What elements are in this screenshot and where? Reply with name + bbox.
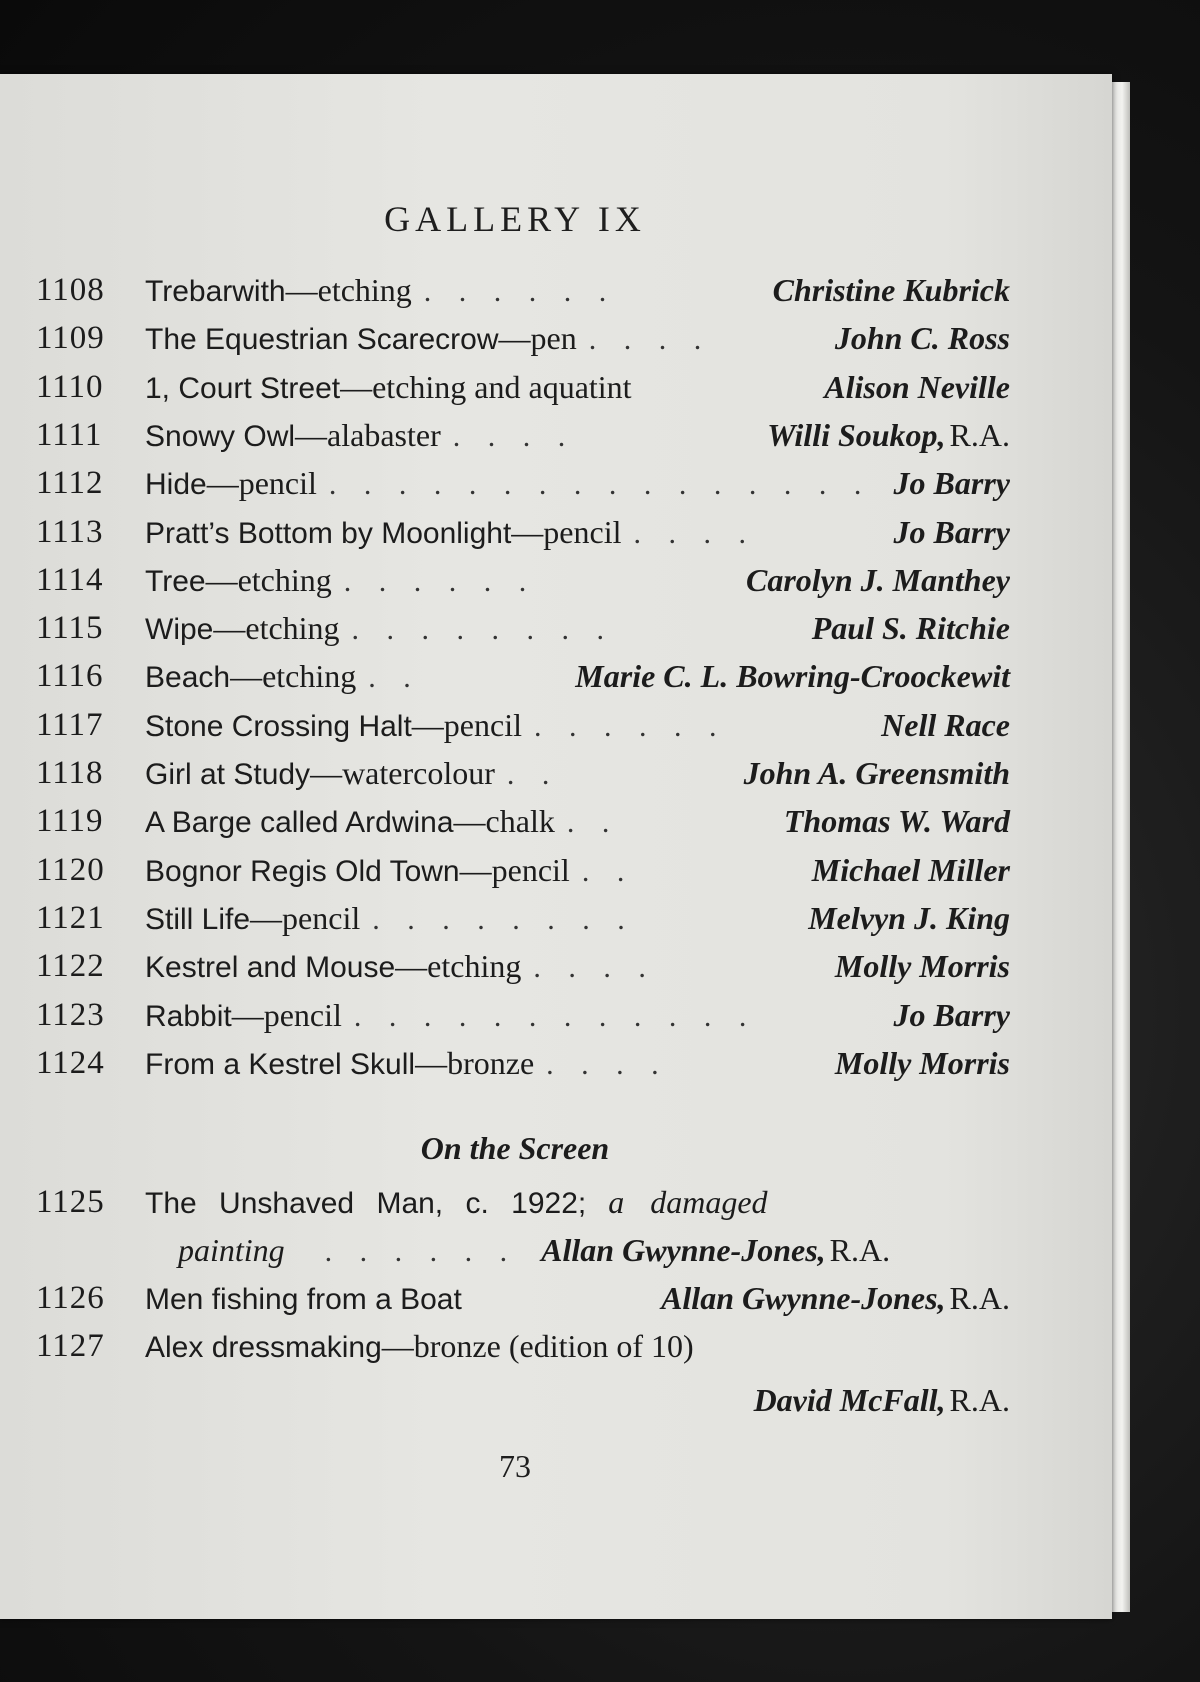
entry-title: Rabbit bbox=[145, 999, 232, 1033]
entry-medium: —etching bbox=[285, 272, 412, 308]
entry-line bbox=[145, 997, 1010, 1041]
entry-artist: Michael Miller bbox=[811, 851, 1010, 888]
entry-line bbox=[145, 1382, 1010, 1426]
entry-artist: Christine Kubrick bbox=[772, 272, 1010, 308]
entry-medium: —chalk bbox=[453, 803, 555, 840]
entry-number: 1122 bbox=[36, 948, 105, 985]
list-item bbox=[0, 562, 1010, 606]
entry-artist: Thomas W. Ward bbox=[783, 803, 1010, 840]
dot-leader: . . . . . . . . bbox=[372, 902, 635, 936]
entry-line bbox=[145, 465, 1010, 509]
entry-artist: Molly Morris bbox=[834, 948, 1010, 985]
list-item bbox=[0, 417, 1010, 461]
dot-leader: . . . . bbox=[546, 1047, 669, 1081]
entry-title: Kestrel and Mouse bbox=[145, 951, 396, 985]
entry-artist: Molly Morris bbox=[834, 1044, 1010, 1081]
entry-line bbox=[145, 610, 1010, 654]
list-item bbox=[0, 1328, 1010, 1372]
entry-line bbox=[178, 1232, 1010, 1276]
entry-title: From a Kestrel Skull bbox=[145, 1047, 416, 1081]
gallery-heading: GALLERY IX bbox=[384, 199, 646, 239]
entry-number: 1127 bbox=[36, 1328, 105, 1364]
entry-medium: —etching and aquatint bbox=[340, 368, 632, 405]
list-item bbox=[0, 514, 1010, 558]
entry-suffix: R.A. bbox=[949, 1280, 1010, 1316]
dot-leader: . . . . bbox=[533, 951, 656, 985]
list-item bbox=[0, 852, 1010, 896]
dot-leader: . . . . . . . . . . . . . . . . bbox=[328, 468, 872, 502]
entry-title-italic: painting bbox=[178, 1232, 285, 1268]
entry-number: 1125 bbox=[36, 1184, 105, 1220]
entry-title: Wipe bbox=[145, 613, 214, 647]
list-item bbox=[0, 369, 1010, 413]
entry-line bbox=[145, 852, 1010, 896]
entry-artist: Paul S. Ritchie bbox=[811, 610, 1010, 647]
entry-title: Snowy Owl bbox=[145, 419, 296, 453]
dot-leader: . . . . . . bbox=[343, 564, 537, 598]
entry-medium: —pencil bbox=[250, 899, 361, 936]
dot-leader: . . . . bbox=[588, 323, 712, 357]
entry-number: 1116 bbox=[36, 658, 104, 695]
entry-number: 1111 bbox=[36, 416, 103, 453]
dot-leader: . . bbox=[581, 854, 635, 888]
entry-number: 1110 bbox=[36, 368, 104, 405]
list-item bbox=[0, 1184, 1010, 1228]
entry-line bbox=[145, 514, 1010, 558]
entry-medium: —etching bbox=[213, 610, 340, 647]
entry-artist: Melvyn J. King bbox=[808, 899, 1010, 936]
entry-medium: —pen bbox=[498, 320, 577, 357]
entry-artist: Jo Barry bbox=[893, 513, 1010, 550]
entry-title: Tree bbox=[145, 564, 206, 598]
entry-line bbox=[145, 1328, 1010, 1372]
entry-number: 1118 bbox=[36, 755, 104, 791]
entry-title: Girl at Study bbox=[145, 758, 311, 791]
entry-medium: —pencil bbox=[231, 996, 342, 1033]
entry-number: 1117 bbox=[36, 706, 104, 743]
entry-line bbox=[145, 948, 1010, 992]
entry-number: 1123 bbox=[36, 996, 105, 1033]
dot-leader: . . . . bbox=[633, 516, 756, 550]
entry-number: 1124 bbox=[36, 1044, 105, 1081]
entry-number: 1113 bbox=[36, 513, 104, 550]
entry-line bbox=[145, 707, 1010, 751]
entry-line bbox=[145, 803, 1010, 847]
entry-medium: —etching bbox=[205, 561, 332, 598]
entry-medium: —pencil bbox=[411, 706, 522, 743]
dot-leader: . . bbox=[368, 661, 421, 695]
entry-artist: John A. Greensmith bbox=[743, 755, 1010, 791]
entry-number: 1108 bbox=[36, 272, 105, 308]
entry-title: Alex dressmaking bbox=[145, 1331, 382, 1364]
list-item bbox=[0, 803, 1010, 847]
list-item bbox=[0, 320, 1010, 364]
list-item bbox=[0, 610, 1010, 654]
dot-leader: . . bbox=[506, 758, 560, 791]
dot-leader: . . . . . . bbox=[533, 709, 727, 743]
list-item bbox=[0, 900, 1010, 944]
list-item bbox=[0, 465, 1010, 509]
entry-line bbox=[145, 1045, 1010, 1089]
entry-title: Trebarwith bbox=[145, 275, 286, 308]
entry-line bbox=[145, 755, 1010, 799]
entry-title: Stone Crossing Halt bbox=[145, 709, 412, 743]
entry-artist: Nell Race bbox=[881, 706, 1010, 743]
entry-medium: —watercolour bbox=[310, 755, 495, 791]
list-item-continuation bbox=[0, 1382, 1010, 1426]
entry-line bbox=[145, 562, 1010, 606]
entry-number: 1115 bbox=[36, 610, 104, 647]
dot-leader: . . . . bbox=[452, 419, 576, 453]
entry-artist: Allan Gwynne-Jones, bbox=[661, 1280, 946, 1316]
entry-medium: —bronze (edition of 10) bbox=[381, 1328, 694, 1364]
entry-line bbox=[145, 369, 1010, 413]
entry-title: A Barge called Ardwina bbox=[145, 806, 454, 840]
entry-title: Beach bbox=[145, 661, 231, 695]
entry-title: Still Life bbox=[145, 902, 251, 936]
entry-artist: Alison Neville bbox=[824, 368, 1010, 405]
entry-artist: Jo Barry bbox=[893, 996, 1010, 1033]
entry-medium: —pencil bbox=[206, 465, 317, 502]
entry-suffix: R.A. bbox=[829, 1232, 891, 1268]
dot-leader: . . bbox=[566, 806, 620, 840]
list-item-continuation bbox=[0, 1232, 1010, 1276]
entry-title: Pratt’s Bottom by Moonlight bbox=[145, 516, 512, 550]
entry-line bbox=[145, 658, 1010, 702]
page-number: 73 bbox=[499, 1448, 531, 1484]
entry-title: The Equestrian Scarecrow bbox=[145, 323, 499, 357]
entry-number: 1120 bbox=[36, 851, 105, 888]
list-item bbox=[0, 948, 1010, 992]
entry-medium: —bronze bbox=[415, 1044, 535, 1081]
entry-artist: Allan Gwynne-Jones, bbox=[541, 1232, 826, 1268]
entry-number: 1126 bbox=[36, 1280, 105, 1316]
entry-title: Hide bbox=[145, 468, 207, 502]
entry-title: The Unshaved Man, c. 1922; bbox=[145, 1187, 587, 1220]
dot-leader: . . . . . . bbox=[324, 1235, 518, 1268]
section-heading: On the Screen bbox=[420, 1130, 610, 1166]
entry-line bbox=[145, 900, 1010, 944]
entry-title-italic: a damaged bbox=[608, 1184, 768, 1220]
entry-suffix: R.A. bbox=[949, 1382, 1010, 1418]
entry-artist: Marie C. L. Bowring-Croockewit bbox=[575, 658, 1010, 695]
entry-medium: —pencil bbox=[511, 513, 622, 550]
entry-line bbox=[145, 320, 1010, 364]
dot-leader: . . . . . . . . bbox=[351, 613, 615, 647]
entry-medium: —etching bbox=[230, 658, 357, 695]
entry-suffix: R.A. bbox=[949, 416, 1010, 453]
entry-number: 1119 bbox=[36, 803, 104, 840]
entry-line bbox=[145, 272, 1010, 316]
entry-medium: —pencil bbox=[459, 851, 570, 888]
entry-medium: —alabaster bbox=[295, 416, 441, 453]
entry-line bbox=[145, 417, 1010, 461]
entry-number: 1112 bbox=[36, 465, 104, 502]
list-item bbox=[0, 658, 1010, 702]
list-item bbox=[0, 1280, 1010, 1324]
entry-number: 1109 bbox=[36, 320, 105, 357]
entry-line bbox=[145, 1184, 1010, 1228]
entry-artist: John C. Ross bbox=[834, 320, 1010, 357]
entry-number: 1121 bbox=[36, 899, 105, 936]
entry-artist: Jo Barry bbox=[893, 465, 1010, 502]
dot-leader: . . . . . . bbox=[423, 275, 617, 308]
dot-leader: . . . . . . . . . . . . bbox=[353, 999, 757, 1033]
entry-title: Men fishing from a Boat bbox=[145, 1283, 462, 1316]
entry-medium: —etching bbox=[395, 948, 522, 985]
list-item bbox=[0, 272, 1010, 316]
list-item bbox=[0, 997, 1010, 1041]
entry-line bbox=[145, 1280, 1010, 1324]
entry-artist: Willi Soukop, bbox=[767, 416, 946, 453]
list-item bbox=[0, 1045, 1010, 1089]
list-item bbox=[0, 755, 1010, 799]
entry-number: 1114 bbox=[36, 561, 104, 598]
entry-artist: David McFall, bbox=[753, 1382, 946, 1418]
entry-title: 1, Court Street bbox=[145, 371, 341, 405]
list-item bbox=[0, 707, 1010, 751]
entry-title: Bognor Regis Old Town bbox=[145, 854, 460, 888]
entry-artist: Carolyn J. Manthey bbox=[745, 561, 1010, 598]
